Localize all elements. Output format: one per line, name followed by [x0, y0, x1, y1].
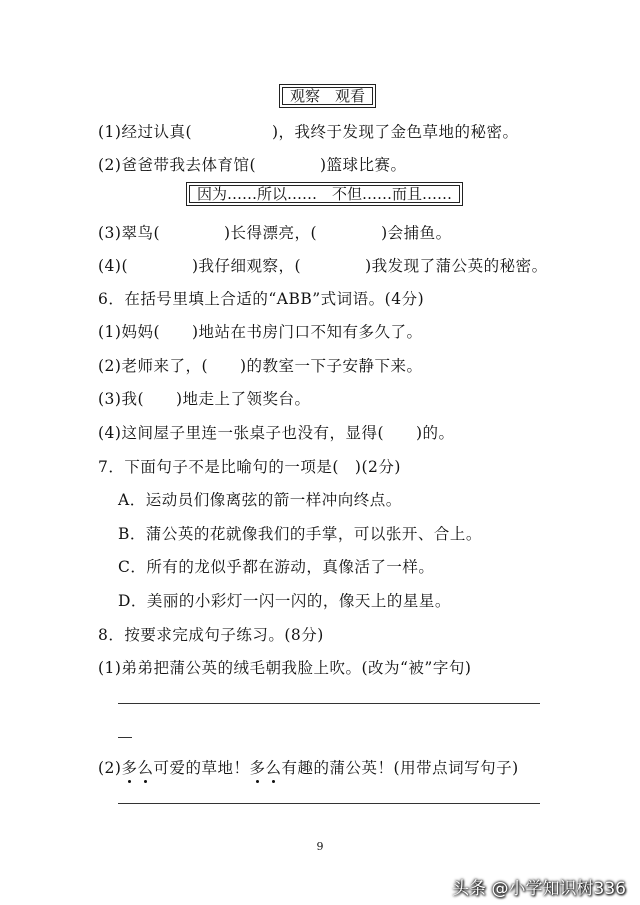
question-6-title: 6．在括号里填上合适的“ABB”式词语。(4分) — [98, 290, 425, 308]
question-a4: (4)( )我仔细观察，( )我发现了蒲公英的秘密。 — [98, 257, 548, 275]
page-number: 9 — [316, 840, 324, 853]
question-8-2-prefix: (2) — [98, 759, 122, 777]
question-8-2-text: 可爱的草地！ — [153, 759, 250, 777]
question-8-title: 8．按要求完成句子练习。(8分) — [98, 626, 324, 644]
word-choice-box-1: 观察 观看 — [279, 84, 376, 108]
question-8-2-text: 有趣的蒲公英！(用带点词写句子) — [281, 759, 519, 777]
dotted-word: 多 — [121, 756, 137, 778]
question-a2: (2)爸爸带我去体育馆( )篮球比赛。 — [98, 156, 407, 174]
dotted-word: 多 — [250, 756, 266, 778]
question-6-3: (3)我( )地走上了领奖台。 — [98, 390, 311, 408]
word-choice-box-2: 因为……所以…… 不但……而且…… — [186, 182, 463, 206]
dotted-word: 么 — [137, 756, 153, 778]
question-8-2 — [98, 756, 519, 778]
question-6-4: (4)这间屋子里连一张桌子也没有，显得( )的。 — [98, 424, 455, 442]
question-7-option-b: B．蒲公英的花就像我们的手掌，可以张开、合上。 — [118, 525, 482, 543]
answer-line-2 — [118, 803, 540, 804]
question-7-option-d: D．美丽的小彩灯一闪一闪的，像天上的星星。 — [118, 592, 451, 610]
question-6-2: (2)老师来了，( )的教室一下子安静下来。 — [98, 357, 423, 375]
question-7-option-a: A．运动员们像离弦的箭一样冲向终点。 — [118, 491, 402, 509]
question-a3: (3)翠鸟( )长得漂亮，( )会捕鱼。 — [98, 224, 452, 242]
dotted-word: 么 — [266, 756, 282, 778]
question-a1: (1)经过认真( )，我终于发现了金色草地的秘密。 — [98, 123, 519, 141]
question-7-option-c: C．所有的龙似乎都在游动，真像活了一样。 — [118, 558, 435, 576]
question-8-1: (1)弟弟把蒲公英的绒毛朝我脸上吹。(改为“被”字句) — [98, 659, 472, 677]
watermark: 头条 @小学知识树336 — [452, 879, 626, 899]
answer-line-1-continuation — [118, 737, 132, 738]
question-6-1: (1)妈妈( )地站在书房门口不知有多久了。 — [98, 323, 423, 341]
answer-line-1 — [118, 703, 540, 704]
question-7-title: 7．下面句子不是比喻句的一项是( )(2分) — [98, 458, 401, 476]
